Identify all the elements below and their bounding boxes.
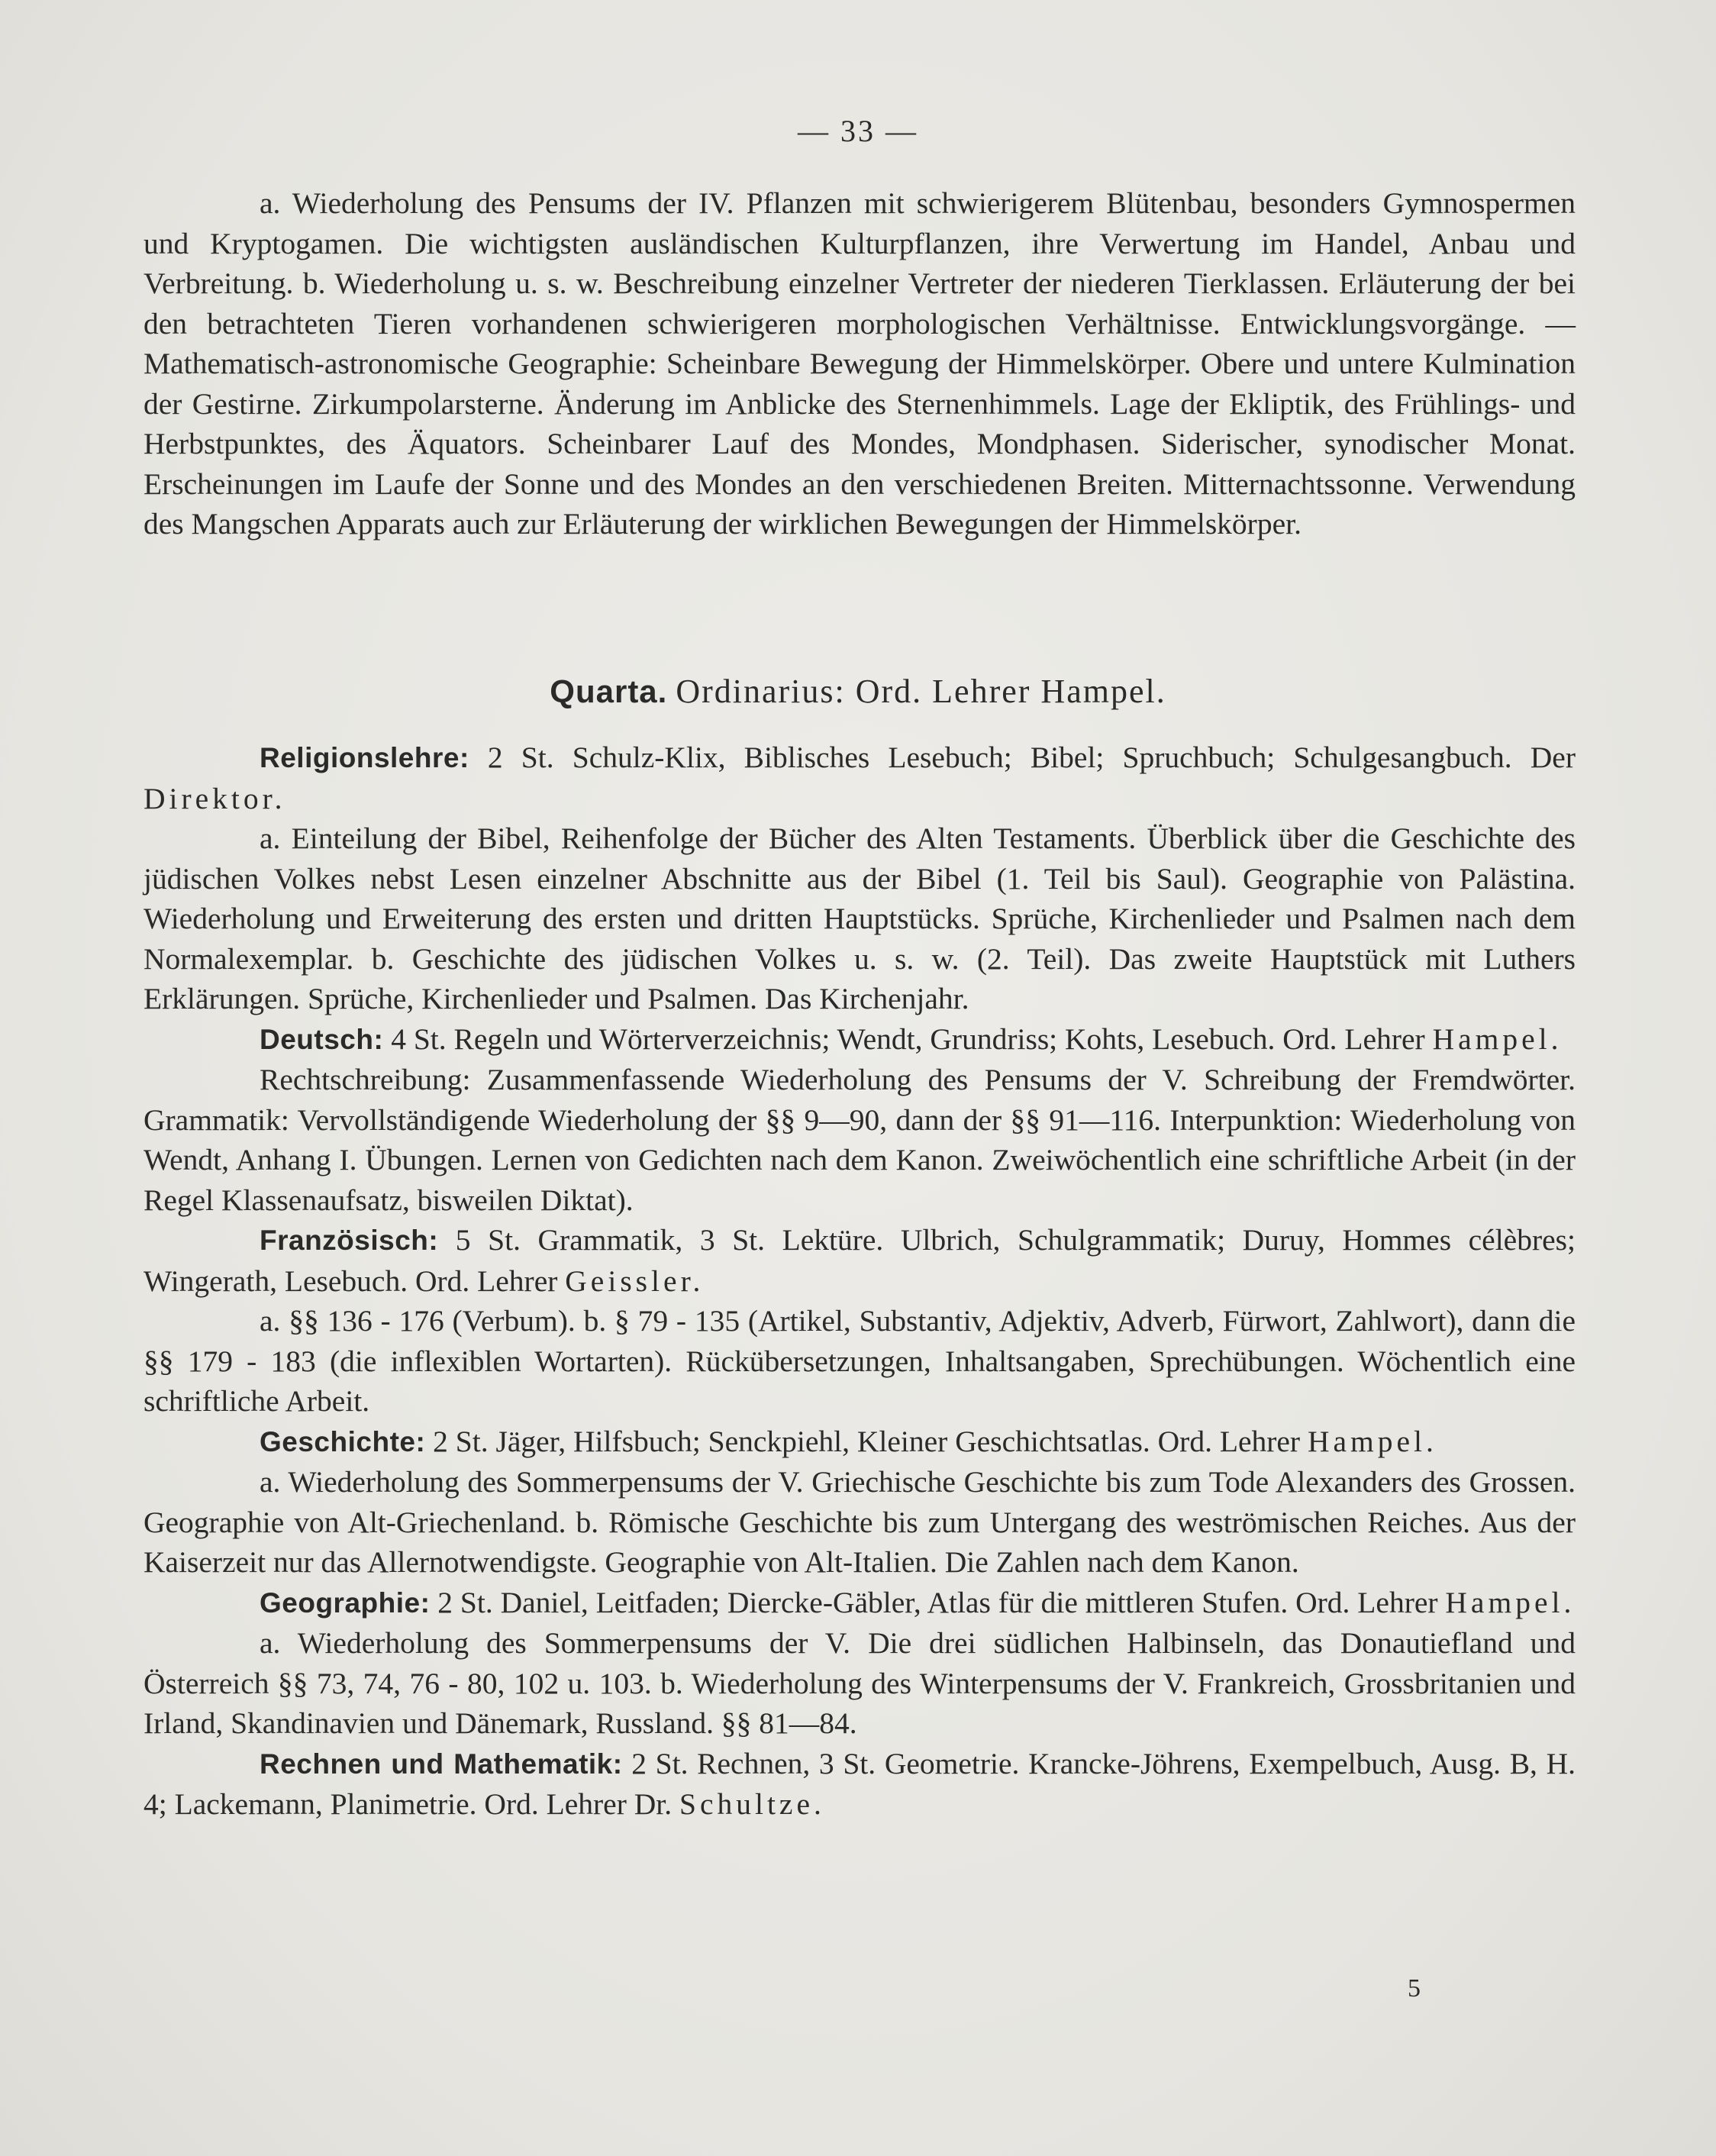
deutsch-line: 4 St. Regeln und Wörterverzeichnis; Wendt, Grundriss; Kohts, Lesebuch. Ord. Lehrer <box>391 1022 1425 1056</box>
rechnen-teacher: Schultze. <box>679 1787 825 1821</box>
religion-teacher: Direktor. <box>144 781 286 815</box>
deutsch-entry <box>144 1019 1576 1060</box>
geographie-entry <box>144 1583 1576 1624</box>
geographie-content: a. Wiederholung des Sommerpensums der V. Die drei südlichen Halbinseln, das Donautiefland und Österreich §§ 73, 74, 76 - 80, 102 u. 103. b. Wiederholung des Winterpensums der V. Frankreich, Grossbritanien und Irland, Skandinavien und Dänemark, Russland. §§ 81—84. <box>144 1626 1576 1740</box>
page-number: — 33 — <box>798 114 918 148</box>
religion-content: a. Einteilung der Bibel, Reihenfolge der Bücher des Alten Testaments. Überblick über die Geschichte des jüdischen Volkes nebst Lesen einzelner Abschnitte aus der Bibel (1. Teil bis Saul). Geographie von Palästina. Wiederholung und Erweiterung des ersten und dritten Hauptstücks. Sprüche, Kirchenlieder und Psalmen nach dem Normalexemplar. b. Geschichte des jüdischen Volkes u. s. w. (2. Teil). Das zweite Hauptstück mit Luthers Erklärungen. Sprüche, Kirchenlieder und Psalmen. Das Kirchenjahr. <box>144 821 1576 1015</box>
geschichte-teacher: Hampel. <box>1307 1424 1437 1458</box>
geographie-teacher: Hampel. <box>1445 1585 1576 1619</box>
intro-paragraph: a. Wiederholung des Pensums der IV. Pflanzen mit schwierigerem Blütenbau, besonders Gymnospermen und Kryptogamen. Die wichtigsten ausländischen Kulturpflanzen, ihre Verwertung im Handel, Anbau und Verbreitung. b. Wiederholung u. s. w. Beschreibung einzelner Vertreter der niederen Tierklassen. Erläuterung der bei den betrachteten Tieren vorhandenen schwierigeren morphologischen Verhältnisse. Entwicklungsvorgänge. — Mathematisch-astronomische Geographie: Scheinbare Bewegung der Himmelskörper. Obere und untere Kulmination der Gestirne. Zirkumpolarsterne. Änderung im Anblicke des Sternenhimmels. Lage der Ekliptik, des Frühlings- und Herbstpunktes, des Äquators. Scheinbarer Lauf des Mondes, Mondphasen. Siderischer, synodischer Monat. Erscheinungen im Laufe der Sonne und des Mondes an den verschiedenen Breiten. Mitternachtssonne. Verwendung des Mangschen Apparats auch zur Erläuterung der wirklichen Bewegungen der Himmelskörper. <box>144 186 1576 541</box>
geschichte-subject: Geschichte: <box>260 1425 426 1457</box>
rechnen-line: 2 St. Rechnen, 3 St. Geometrie. Krancke-Jöhrens, Exempelbuch, Ausg. B, H. 4; Lackemann, Planimetrie. Ord. Lehrer Dr. <box>144 1746 1576 1821</box>
rechnen-subject: Rechnen und Mathematik: <box>260 1748 623 1780</box>
franzoesisch-line: 5 St. Grammatik, 3 St. Lektüre. Ulbrich, Schulgrammatik; Duruy, Hommes célèbres; Wingerath, Lesebuch. Ord. Lehrer <box>144 1223 1576 1298</box>
geographie-line: 2 St. Daniel, Leitfaden; Diercke-Gäbler, Atlas für die mittleren Stufen. Ord. Lehrer <box>437 1585 1438 1619</box>
deutsch-subject: Deutsch: <box>260 1023 384 1055</box>
franzoesisch-subject: Französisch: <box>260 1225 439 1256</box>
religion-line: 2 St. Schulz-Klix, Biblisches Lesebuch; Bibel; Spruchbuch; Schulgesangbuch. Der <box>487 741 1576 774</box>
religion-entry <box>144 737 1576 818</box>
class-title: Quarta. <box>550 673 668 709</box>
franzoesisch-entry <box>144 1220 1576 1301</box>
franzoesisch-teacher: Geissler. <box>565 1264 705 1298</box>
geschichte-entry <box>144 1422 1576 1463</box>
geschichte-line: 2 St. Jäger, Hilfsbuch; Senckpiehl, Kleiner Geschichtsatlas. Ord. Lehrer <box>433 1424 1301 1458</box>
deutsch-content: Rechtschreibung: Zusammenfassende Wiederholung des Pensums der V. Schreibung der Fremdwörter. Grammatik: Vervollständigende Wiederholung der §§ 9—90, dann der §§ 91—116. Interpunktion: Wiederholung von Wendt, Anhang I. Übungen. Lernen von Gedichten nach dem Kanon. Zweiwöchentlich eine schriftliche Arbeit (in der Regel Klassenaufsatz, bisweilen Diktat). <box>144 1063 1576 1217</box>
geographie-subject: Geographie: <box>260 1586 431 1619</box>
geschichte-content: a. Wiederholung des Sommerpensums der V. Griechische Geschichte bis zum Tode Alexanders des Grossen. Geographie von Alt-Griechenland. b. Römische Geschichte bis zum Untergang des weströmischen Reiches. Aus der Kaiserzeit nur das Allernotwendigste. Geographie von Alt-Italien. Die Zahlen nach dem Kanon. <box>144 1465 1576 1579</box>
deutsch-teacher: Hampel. <box>1432 1022 1563 1056</box>
sheet-signature: 5 <box>1408 1974 1421 2003</box>
franzoesisch-content: a. §§ 136 - 176 (Verbum). b. § 79 - 135 (Artikel, Substantiv, Adjektiv, Adverb, Fürwort, Zahlwort), dann die §§ 179 - 183 (die inflexiblen Wortarten). Rückübersetzungen, Inhaltsangaben, Sprechübungen. Wöchentlich eine schriftliche Arbeit. <box>144 1304 1576 1418</box>
religion-subject: Religionslehre: <box>260 742 469 773</box>
rechnen-entry <box>144 1744 1576 1825</box>
quarta-body <box>144 737 1576 1825</box>
section-heading <box>0 670 1716 713</box>
ordinarius-line: Ordinarius: Ord. Lehrer Hampel. <box>676 673 1166 710</box>
